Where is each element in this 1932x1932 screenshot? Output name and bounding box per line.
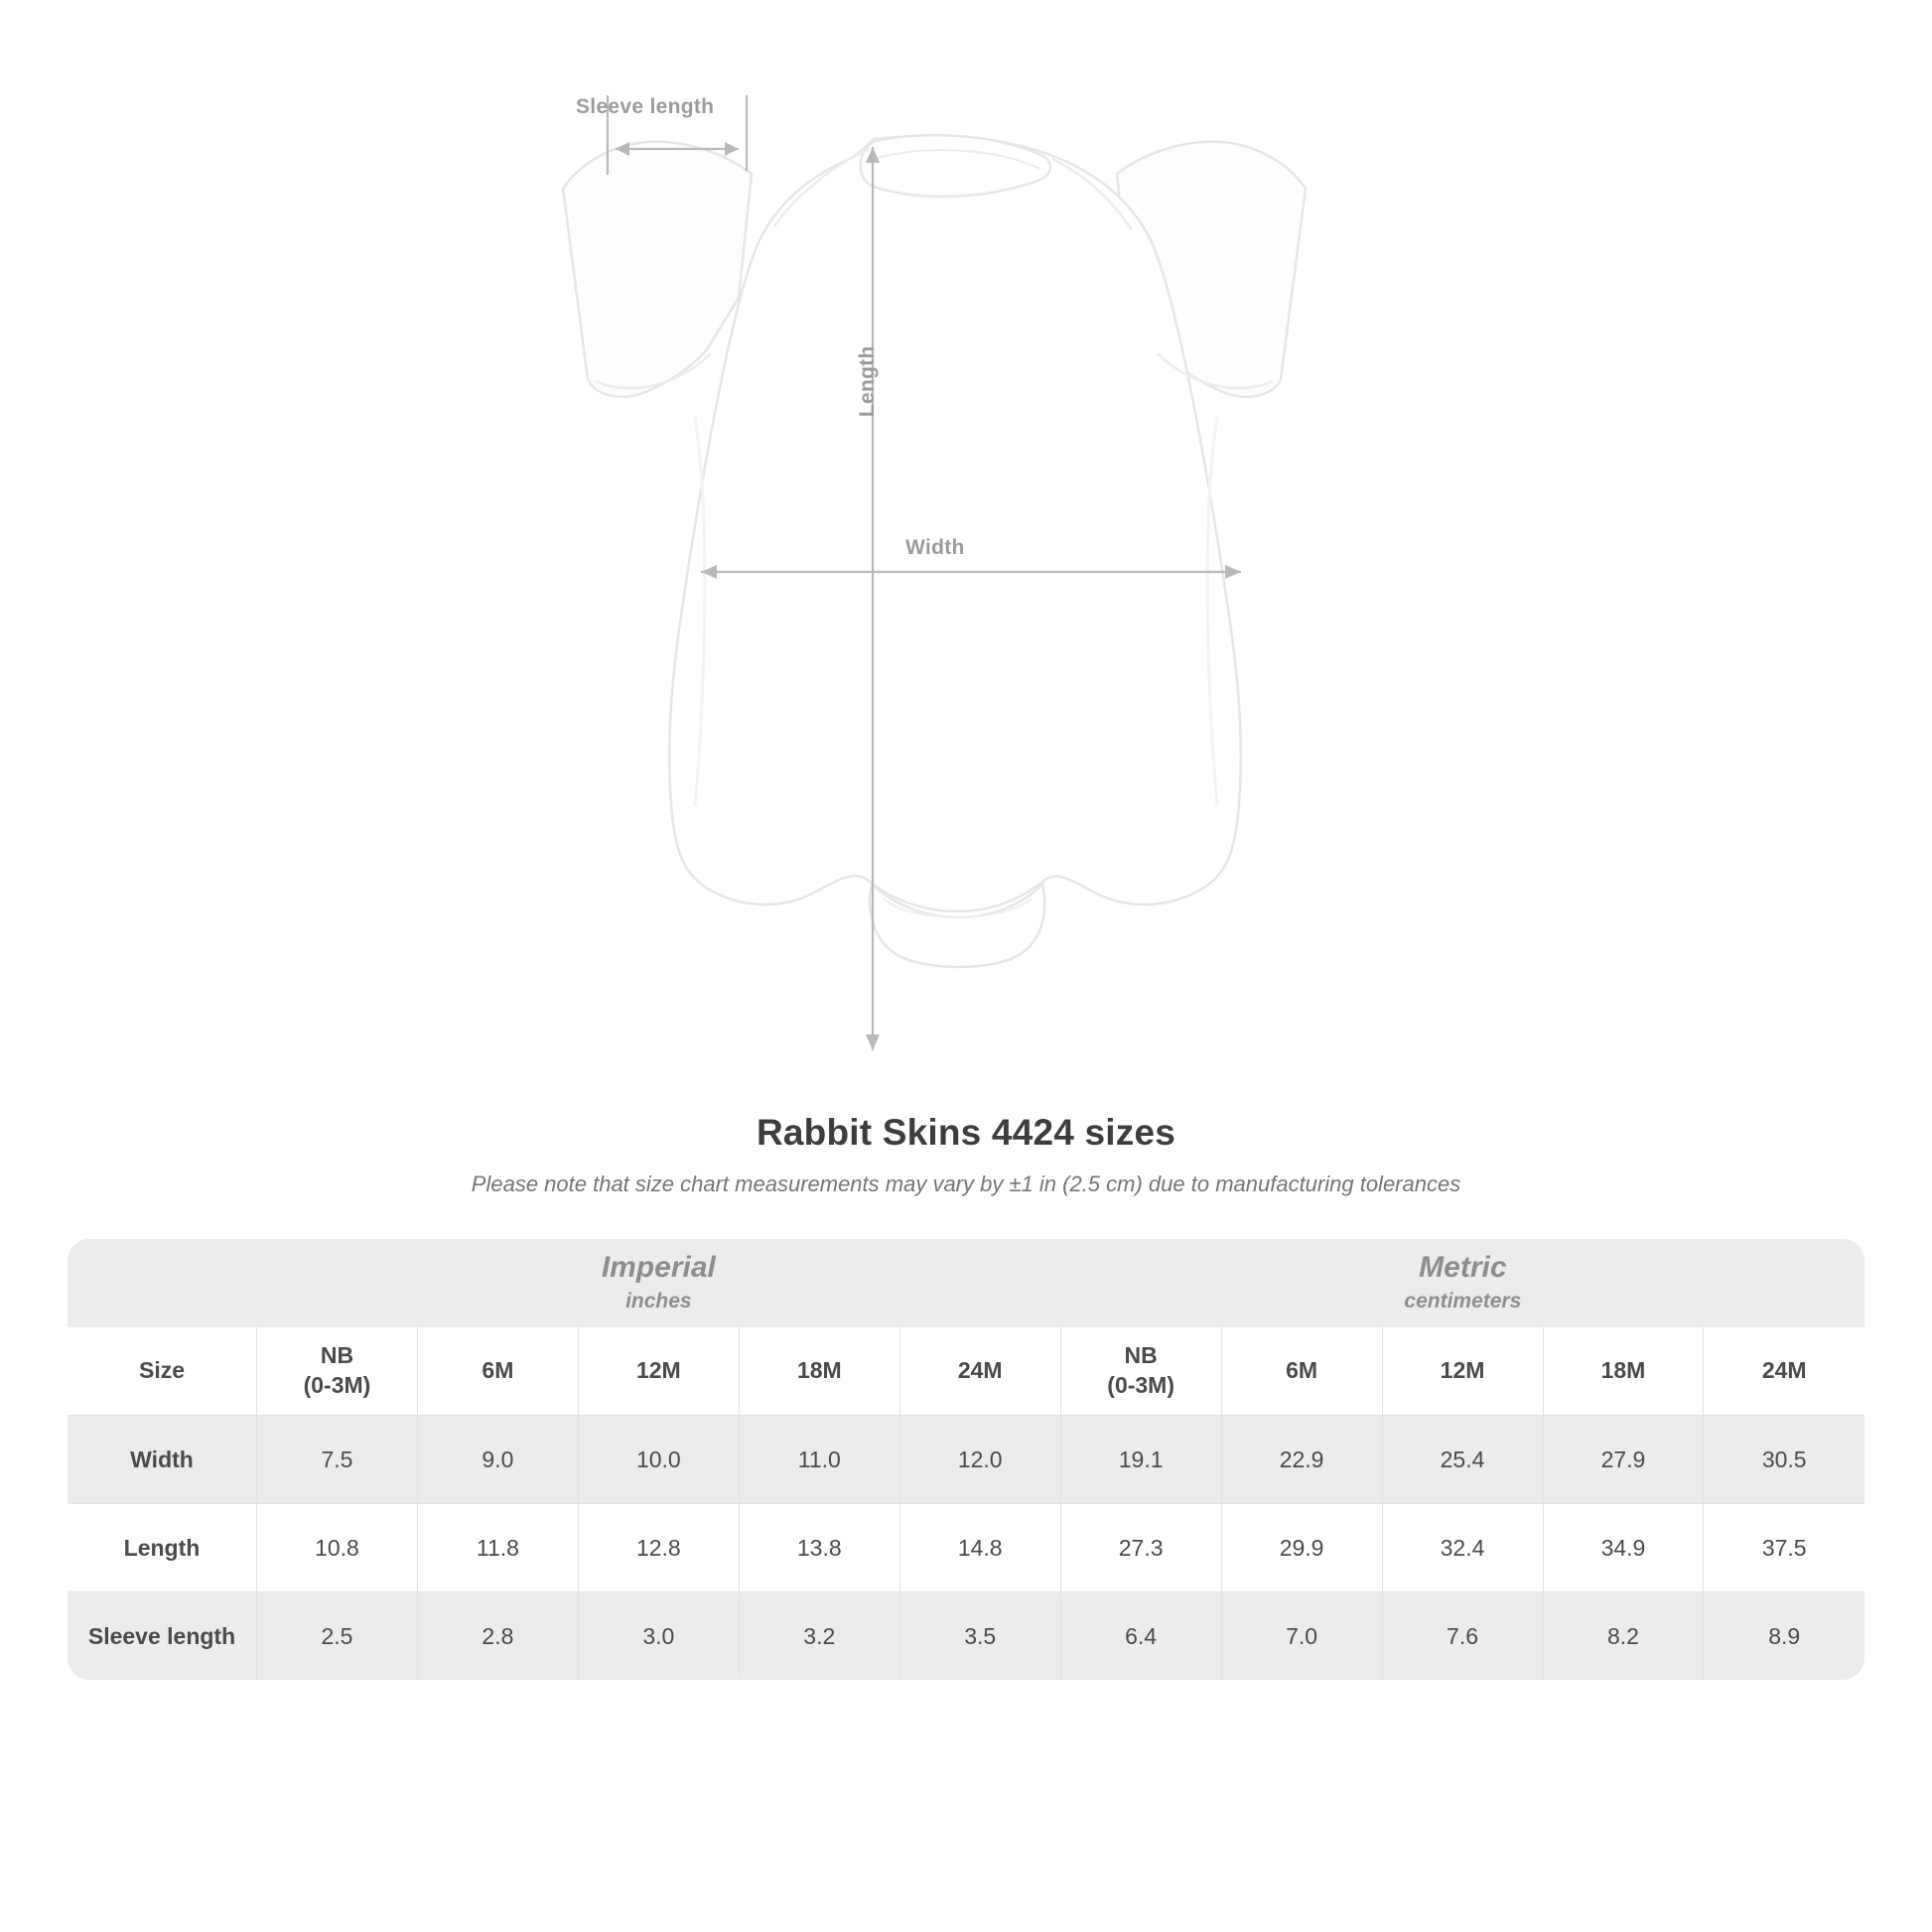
- row-label-length: Length: [68, 1504, 257, 1592]
- column-header-line1: NB: [320, 1342, 354, 1369]
- column-header-6m-imperial: 6M: [417, 1327, 578, 1416]
- column-header-line2: (0-3M): [1107, 1372, 1175, 1398]
- table-row: [68, 1416, 1864, 1504]
- unit-group-imperial: [257, 1239, 1061, 1327]
- unit-group-metric-name: Metric: [1419, 1250, 1507, 1284]
- cell-length-24m-in: 14.8: [899, 1504, 1060, 1592]
- cell-length-nb-in: 10.8: [257, 1504, 418, 1592]
- length-dimension-label: Length: [856, 345, 879, 417]
- cell-width-12m-cm: 25.4: [1382, 1416, 1543, 1504]
- cell-width-18m-in: 11.0: [739, 1416, 899, 1504]
- cell-length-18m-in: 13.8: [739, 1504, 899, 1592]
- cell-sleeve-6m-in: 2.8: [417, 1592, 578, 1681]
- unit-group-metric-sub: centimeters: [1404, 1290, 1522, 1312]
- column-header-12m-imperial: 12M: [578, 1327, 739, 1416]
- size-column-header-row: [68, 1327, 1864, 1416]
- cell-length-6m-cm: 29.9: [1221, 1504, 1382, 1592]
- column-header-nb-metric: [1060, 1327, 1221, 1416]
- column-header-6m-metric: 6M: [1221, 1327, 1382, 1416]
- cell-width-nb-in: 7.5: [257, 1416, 418, 1504]
- cell-sleeve-nb-in: 2.5: [257, 1592, 418, 1681]
- cell-width-24m-in: 12.0: [899, 1416, 1060, 1504]
- cell-length-nb-cm: 27.3: [1060, 1504, 1221, 1592]
- tolerance-note: Please note that size chart measurements may vary by ±1 in (2.5 cm) due to manufacturing tolerances: [471, 1172, 1461, 1196]
- cell-width-18m-cm: 27.9: [1543, 1416, 1704, 1504]
- cell-length-18m-cm: 34.9: [1543, 1504, 1704, 1592]
- column-header-nb-imperial: [257, 1327, 418, 1416]
- cell-width-6m-cm: 22.9: [1221, 1416, 1382, 1504]
- cell-length-24m-cm: 37.5: [1704, 1504, 1864, 1592]
- cell-sleeve-6m-cm: 7.0: [1221, 1592, 1382, 1681]
- page-title: Rabbit Skins 4424 sizes: [756, 1112, 1176, 1153]
- cell-width-6m-in: 9.0: [417, 1416, 578, 1504]
- table-row: [68, 1504, 1864, 1592]
- unit-group-imperial-name: Imperial: [601, 1250, 716, 1284]
- cell-width-nb-cm: 19.1: [1060, 1416, 1221, 1504]
- unit-header-spacer: [68, 1239, 257, 1327]
- size-chart-table: [68, 1239, 1864, 1680]
- cell-length-12m-cm: 32.4: [1382, 1504, 1543, 1592]
- size-chart-table-wrapper: [68, 1239, 1864, 1680]
- unit-group-metric: [1060, 1239, 1864, 1327]
- column-header-12m-metric: 12M: [1382, 1327, 1543, 1416]
- size-label-header: Size: [68, 1327, 257, 1416]
- column-header-line2: (0-3M): [303, 1372, 371, 1398]
- column-header-18m-imperial: 18M: [739, 1327, 899, 1416]
- cell-sleeve-nb-cm: 6.4: [1060, 1592, 1221, 1681]
- cell-sleeve-24m-in: 3.5: [899, 1592, 1060, 1681]
- cell-sleeve-18m-in: 3.2: [739, 1592, 899, 1681]
- title-block: [0, 1112, 1932, 1197]
- cell-sleeve-24m-cm: 8.9: [1704, 1592, 1864, 1681]
- table-row: [68, 1592, 1864, 1681]
- cell-sleeve-18m-cm: 8.2: [1543, 1592, 1704, 1681]
- cell-length-6m-in: 11.8: [417, 1504, 578, 1592]
- sleeve-length-dimension-label: Sleeve length: [576, 95, 715, 118]
- column-header-18m-metric: 18M: [1543, 1327, 1704, 1416]
- cell-width-12m-in: 10.0: [578, 1416, 739, 1504]
- row-label-width: Width: [68, 1416, 257, 1504]
- column-header-24m-metric: 24M: [1704, 1327, 1864, 1416]
- cell-width-24m-cm: 30.5: [1704, 1416, 1864, 1504]
- row-label-sleeve-length: Sleeve length: [68, 1592, 257, 1681]
- width-dimension-label: Width: [905, 536, 965, 559]
- cell-sleeve-12m-cm: 7.6: [1382, 1592, 1543, 1681]
- cell-sleeve-12m-in: 3.0: [578, 1592, 739, 1681]
- unit-group-imperial-sub: inches: [625, 1290, 692, 1312]
- column-header-24m-imperial: 24M: [899, 1327, 1060, 1416]
- unit-group-header-row: [68, 1239, 1864, 1327]
- cell-length-12m-in: 12.8: [578, 1504, 739, 1592]
- column-header-line1: NB: [1124, 1342, 1158, 1369]
